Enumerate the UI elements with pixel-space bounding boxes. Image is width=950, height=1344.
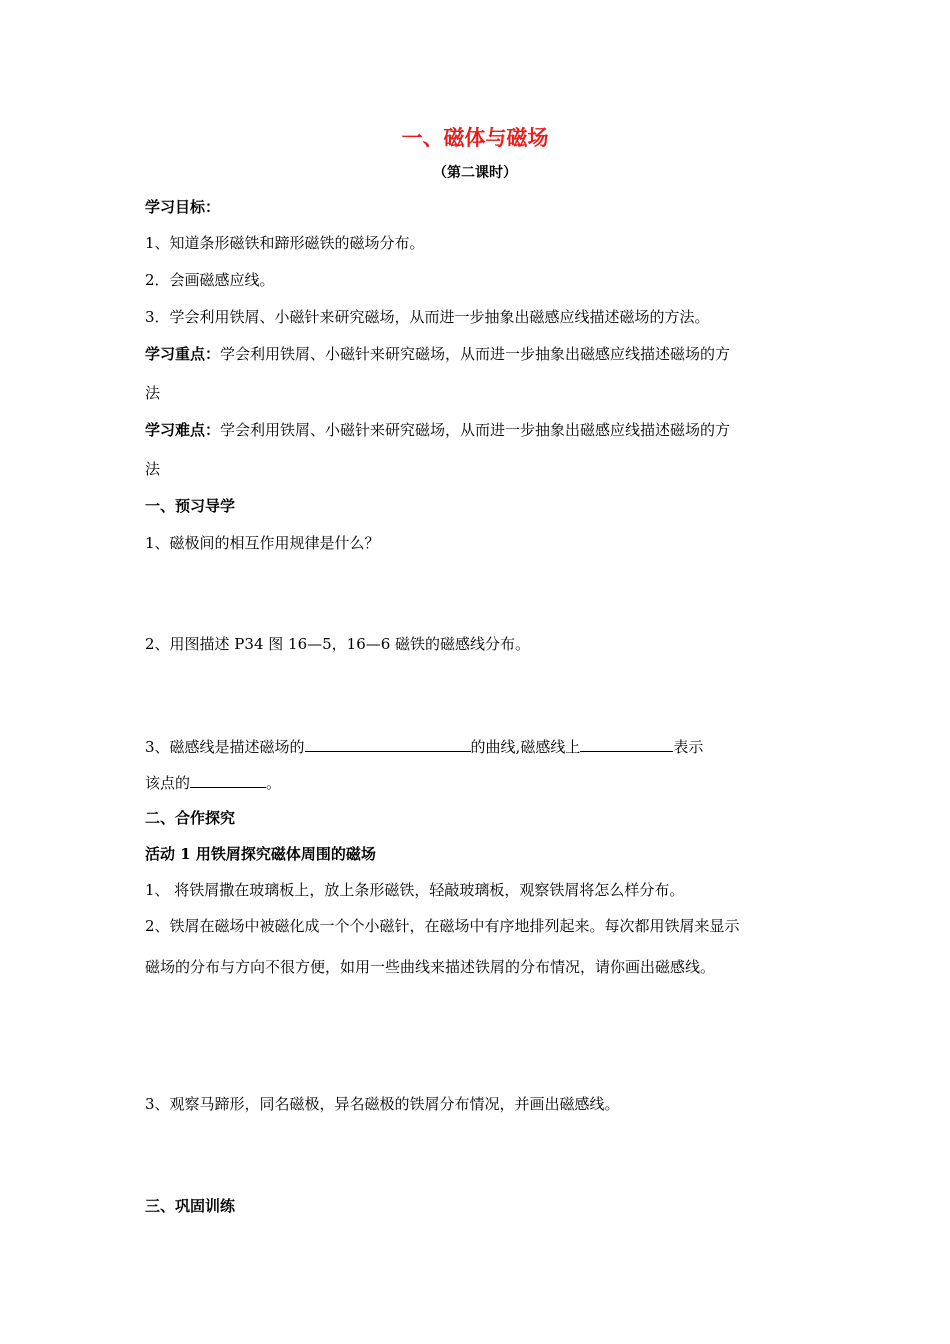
activity1-item-2-cont: 磁场的分布与方向不很方便，如用一些曲线来描述铁屑的分布情况，请你画出磁感线。 [145,958,716,976]
activity1-item-2: 2、铁屑在磁场中被磁化成一个个小磁针，在磁场中有序地排列起来。每次都用铁屑来显示 [145,917,740,935]
q3-part1: 3、磁感线是描述磁场的 [145,738,305,756]
difficulty-text: 学会利用铁屑、小磁针来研究磁场，从而进一步抽象出磁感应线描述磁场的方 [220,421,731,439]
key-point [145,344,730,364]
objective-3: 3．学会利用铁屑、小磁针来研究磁场，从而进一步抽象出磁感应线描述磁场的方法。 [145,308,710,326]
activity1-item-1: 1、 将铁屑撒在玻璃板上，放上条形磁铁，轻敲玻璃板，观察铁屑将怎么样分布。 [145,881,685,899]
section3-heading: 三、巩固训练 [145,1197,236,1215]
fill-blank-2[interactable] [580,736,673,752]
objective-2: 2．会画磁感应线。 [145,271,275,289]
difficulty-point [145,420,730,440]
section1-question-3-cont [145,772,281,793]
fill-blank-1[interactable] [305,736,471,752]
key-point-label: 学习重点： [145,345,221,363]
objective-1: 1、知道条形磁铁和蹄形磁铁的磁场分布。 [145,234,425,252]
difficulty-text-cont: 法 [145,460,161,478]
section1-question-3 [145,736,703,757]
activity1-heading: 活动 1 用铁屑探究磁体周围的磁场 [145,845,376,863]
key-point-text-cont: 法 [145,384,161,402]
q3-line2-part2: 。 [266,774,282,792]
fill-blank-3[interactable] [190,772,266,788]
document-subtitle: （第二课时） [433,165,517,181]
section1-question-1: 1、磁极间的相互作用规律是什么？ [145,534,380,552]
key-point-text: 学会利用铁屑、小磁针来研究磁场，从而进一步抽象出磁感应线描述磁场的方 [220,345,731,363]
activity1-item-3: 3、观察马蹄形，同名磁极，异名磁极的铁屑分布情况，并画出磁感线。 [145,1095,620,1113]
document-title: 一、磁体与磁场 [401,125,549,150]
difficulty-label: 学习难点： [145,421,221,439]
q3-line2-part1: 该点的 [145,774,191,792]
section1-question-2: 2、用图描述 P34 图 16—5，16—6 磁铁的磁感线分布。 [145,635,531,653]
section1-heading: 一、预习导学 [145,497,236,515]
section2-heading: 二、合作探究 [145,809,236,827]
q3-part2: 的曲线,磁感线上 [470,738,581,756]
objectives-label: 学习目标： [145,198,221,216]
q3-part3: 表示 [673,738,704,756]
